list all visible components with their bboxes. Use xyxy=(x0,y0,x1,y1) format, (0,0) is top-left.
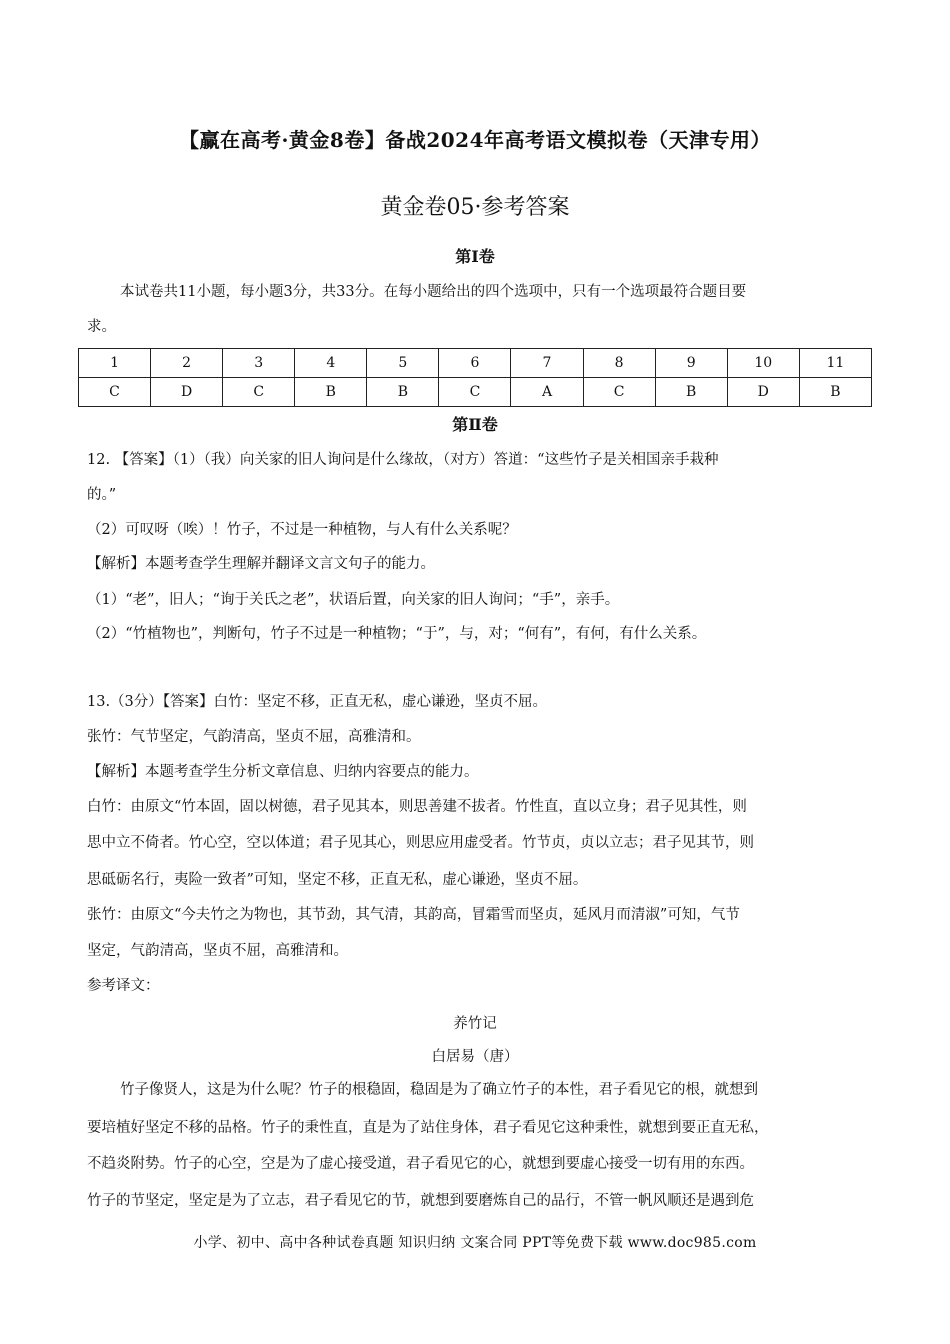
analysis-text-line: 白竹：由原文“竹本固，固以树德，君子见其本，则思善建不拔者。竹性直，直以立身；君子见其性，则 xyxy=(87,799,747,815)
question-number-cell: 8 xyxy=(583,349,655,378)
analysis-text-line: 思中立不倚者。竹心空，空以体道；君子见其心，则思应用虚受者。竹节贞，贞以立志；君子见其节，则 xyxy=(87,835,754,851)
answer-text-line: 13.（3分）【答案】白竹：坚定不移，正直无私，虚心谦逊，坚贞不屈。 xyxy=(87,694,548,710)
answer-text-line: 12. 【答案】（1）（我）向关家的旧人询问是什么缘故，（对方）答道：“这些竹子是关相国亲手栽种 xyxy=(87,452,719,468)
analysis-text-line: 【解析】本题考查学生理解并翻译文言文句子的能力。 xyxy=(87,556,435,572)
answer-text-line: 的。” xyxy=(87,487,117,503)
essay-text-line: 不趋炎附势。竹子的心空，空是为了虚心接受道，君子看见它的心，就想到要虚心接受一切有用的东西。 xyxy=(87,1156,754,1172)
answer-cell: B xyxy=(295,378,367,407)
analysis-text-line: （2）“竹植物也”，判断句，竹子不过是一种植物；“于”，与，对；“何有”，有何，有什么关系。 xyxy=(87,626,707,642)
question-number-cell: 10 xyxy=(727,349,799,378)
question-number-cell: 7 xyxy=(511,349,583,378)
answer-cell: B xyxy=(367,378,439,407)
question-number-cell: 4 xyxy=(295,349,367,378)
question-number-cell: 5 xyxy=(367,349,439,378)
part1-intro-line: 本试卷共11小题，每小题3分，共33分。在每小题给出的四个选项中，只有一个选项最符合题目要 xyxy=(120,284,747,300)
answer-table-number-row xyxy=(79,349,872,378)
question-number-cell: 11 xyxy=(799,349,871,378)
document-title: 【赢在高考·黄金8卷】备战2024年高考语文模拟卷（天津专用） xyxy=(178,128,772,152)
essay-text-line: 竹子像贤人，这是为什么呢？竹子的根稳固，稳固是为了确立竹子的本性，君子看见它的根，就想到 xyxy=(120,1082,758,1098)
answer-cell: C xyxy=(223,378,295,407)
essay-title: 养竹记 xyxy=(453,1016,497,1032)
answer-text-line: 张竹：气节坚定，气韵清高，坚贞不屈，高雅清和。 xyxy=(87,729,421,745)
analysis-text-line: 坚定，气韵清高，坚贞不屈，高雅清和。 xyxy=(87,943,348,959)
page-footer: 小学、初中、高中各种试卷真题 知识归纳 文案合同 PPT等免费下载 www.doc985.com xyxy=(193,1235,757,1251)
analysis-text-line: （1）“老”，旧人；“询于关氏之老”，状语后置，向关家的旧人询问；“手”，亲手。 xyxy=(87,592,620,608)
answer-table xyxy=(78,348,872,407)
answer-cell: C xyxy=(79,378,151,407)
essay-author: 白居易（唐） xyxy=(431,1049,519,1065)
answer-text-line: （2）可叹呀（唉）！竹子，不过是一种植物，与人有什么关系呢？ xyxy=(87,522,517,538)
part2-heading: 第Ⅱ卷 xyxy=(452,415,498,434)
part1-heading: 第Ⅰ卷 xyxy=(455,247,495,266)
question-number-cell: 9 xyxy=(655,349,727,378)
question-number-cell: 3 xyxy=(223,349,295,378)
answer-cell: D xyxy=(727,378,799,407)
answer-cell: B xyxy=(799,378,871,407)
answer-cell: C xyxy=(439,378,511,407)
translation-label: 参考译文： xyxy=(87,978,160,994)
question-number-cell: 6 xyxy=(439,349,511,378)
document-subtitle: 黄金卷05·参考答案 xyxy=(380,195,570,220)
answer-cell: B xyxy=(655,378,727,407)
analysis-text-line: 张竹：由原文“今夫竹之为物也，其节劲，其气清，其韵高，冒霜雪而坚贞，延风月而清淑”可知，气节 xyxy=(87,907,740,923)
question-number-cell: 1 xyxy=(79,349,151,378)
answer-cell: A xyxy=(511,378,583,407)
analysis-text-line: 【解析】本题考查学生分析文章信息、归纳内容要点的能力。 xyxy=(87,764,479,780)
question-number-cell: 2 xyxy=(151,349,223,378)
answer-cell: D xyxy=(151,378,223,407)
essay-text-line: 竹子的节坚定，坚定是为了立志，君子看见它的节，就想到要磨炼自己的品行，不管一帆风顺还是遇到危 xyxy=(87,1193,754,1209)
essay-text-line: 要培植好坚定不移的品格。竹子的秉性直，直是为了站住身体，君子看见它这种秉性，就想到要正直无私， xyxy=(87,1120,769,1136)
analysis-text-line: 思砥砺名行，夷险一致者”可知，坚定不移，正直无私，虚心谦逊，坚贞不屈。 xyxy=(87,872,588,888)
part1-intro-line: 求。 xyxy=(87,319,116,335)
answer-cell: C xyxy=(583,378,655,407)
answer-table-answer-row xyxy=(79,378,872,407)
